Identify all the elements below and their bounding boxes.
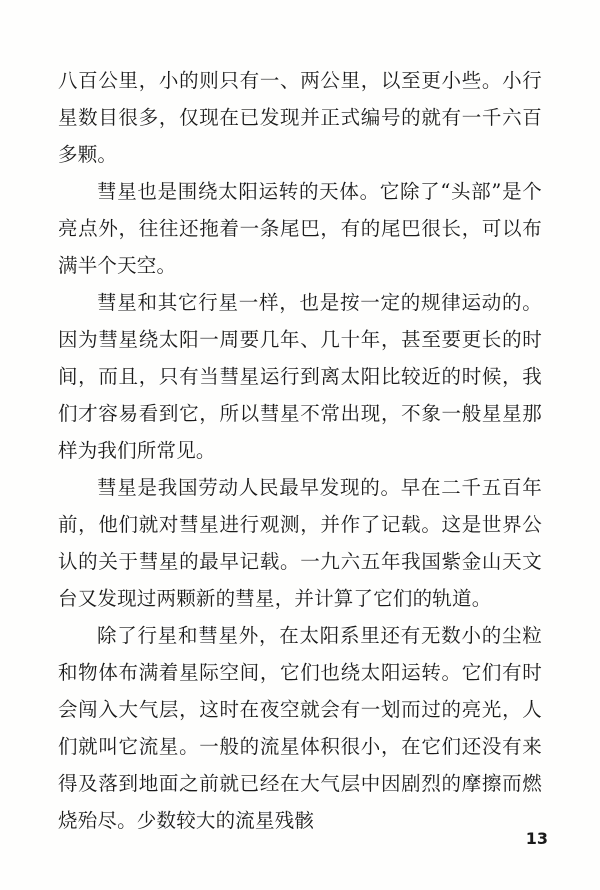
paragraph: 彗星是我国劳动人民最早发现的。早在二千五百年前，他们就对彗星进行观测，并作了记载。这是世界公认的关于彗星的最早记载。一九六五年我国紫金山天文台又发现过两颗新的彗星，并计算了它们的轨道。 [58, 476, 542, 610]
paragraph: 彗星也是围绕太阳运转的天体。它除了“头部”是个亮点外，往往还拖着一条尾巴，有的尾巴很长，可以布满半个天空。 [58, 180, 542, 277]
paragraph: 彗星和其它行星一样，也是按一定的规律运动的。因为彗星绕太阳一周要几年、几十年，甚至要更长的时间，而且，只有当彗星运行到离太阳比较近的时候，我们才容易看到它，所以彗星不常出现，不象一般星星那样为我们所常见。 [58, 291, 542, 462]
paragraph: 除了行星和彗星外，在太阳系里还有无数小的尘粒和物体布满着星际空间，它们也绕太阳运转。它们有时会闯入大气层，这时在夜空就会有一划而过的亮光，人们就叫它流星。一般的流星体积很小，在它们还没有来得及落到地面之前就已经在大气层中因剧烈的摩擦而燃烧殆尽。少数较大的流星残骸 [58, 624, 542, 832]
paragraph: 八百公里，小的则只有一、两公里，以至更小些。小行星数目很多，仅现在已发现并正式编号的就有一千六百多颗。 [58, 69, 542, 166]
page-number: 13 [525, 829, 548, 848]
page-body-text [58, 62, 542, 839]
